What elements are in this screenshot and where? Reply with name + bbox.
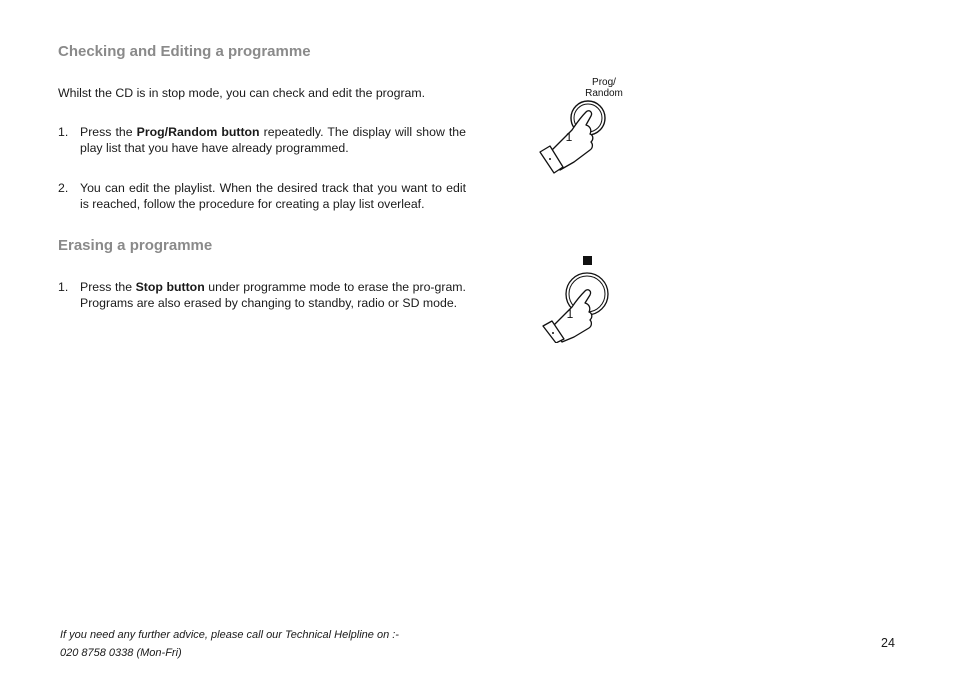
- list-item-number: 1.: [58, 280, 69, 294]
- step-number: 1: [565, 130, 573, 144]
- stop-square-icon: [583, 256, 592, 265]
- intro-paragraph: Whilst the CD is in stop mode, you can check and edit the program.: [58, 86, 426, 100]
- page-number: 24: [881, 636, 895, 650]
- step-number: 1: [566, 307, 574, 321]
- button-label-line1: Prog/: [592, 77, 616, 88]
- button-name-emphasis: Prog/Random button: [136, 125, 260, 139]
- finger-press-button-icon: [530, 72, 650, 176]
- list-item: [58, 279, 466, 311]
- footer-phone-number: 020 8758 0338 (Mon-Fri): [60, 647, 182, 659]
- list-item-number: 2.: [58, 181, 69, 195]
- list-item-text: Press the Stop button under programme mode to erase the pro-gram. Programs are also erased by changing to standby, radio or SD mode.: [80, 280, 466, 310]
- section-heading-checking-editing: Checking and Editing a programme: [58, 43, 311, 60]
- list-item: [58, 180, 466, 212]
- section-heading-erasing: Erasing a programme: [58, 237, 213, 254]
- button-label-line2: Random: [585, 88, 623, 99]
- list-item: [58, 124, 466, 156]
- finger-press-stop-button-icon: [534, 253, 624, 343]
- button-name-emphasis: Stop button: [135, 280, 205, 294]
- list-item-text: Press the Prog/Random button repeatedly. The display will show the play list that you have have already programmed.: [80, 125, 466, 155]
- list-item-number: 1.: [58, 125, 69, 139]
- footer-helpline-text: If you need any further advice, please call our Technical Helpline on :-: [60, 629, 399, 641]
- list-item-text: You can edit the playlist. When the desired track that you want to edit is reached, follow the procedure for creating a play list overleaf.: [80, 181, 466, 211]
